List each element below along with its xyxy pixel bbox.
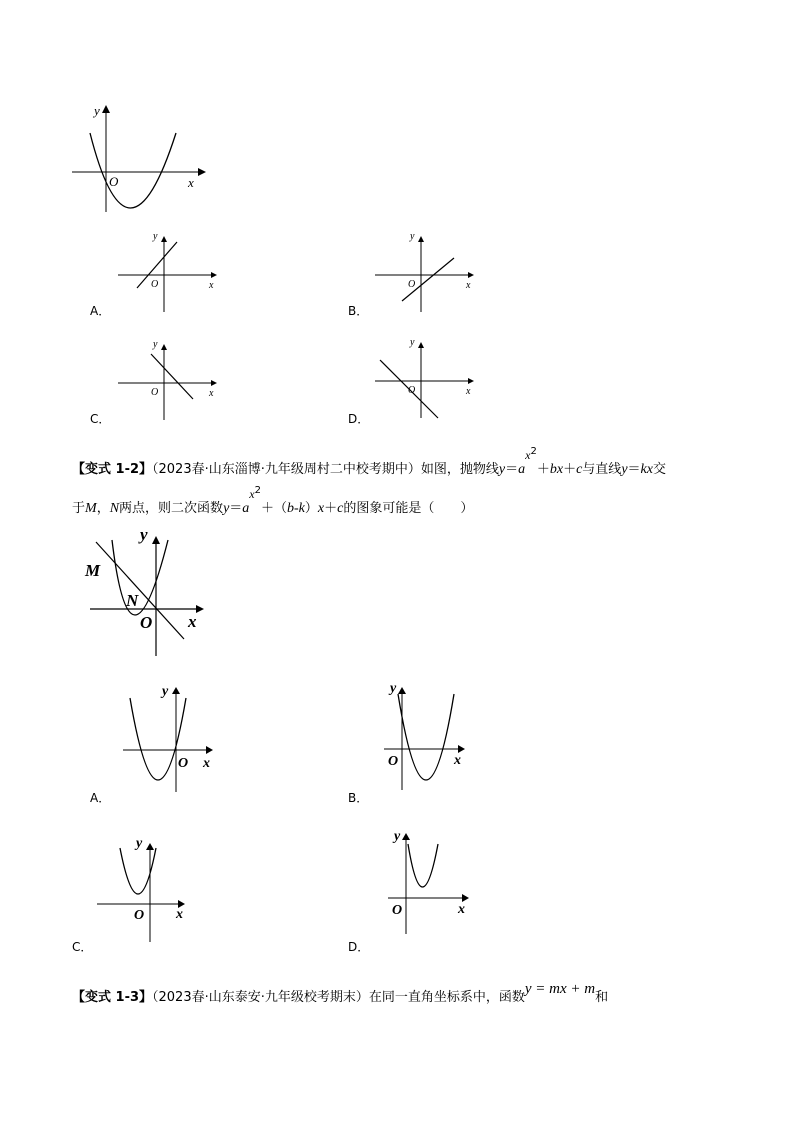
svg-text:O: O <box>134 908 145 923</box>
option-b-line-graph <box>372 228 482 318</box>
svg-text:x: x <box>454 753 461 768</box>
option-d-label[interactable]: D． <box>348 412 370 426</box>
svg-text:y: y <box>390 681 397 696</box>
y-arrow <box>102 105 110 113</box>
q12-source: （2023春·山东淄博·九年级周村二中校考期中） <box>152 462 421 477</box>
q12-option-a-graph <box>120 680 230 795</box>
svg-text:x: x <box>203 756 210 771</box>
svg-text:O: O <box>388 754 399 769</box>
svg-text:x: x <box>176 907 183 922</box>
svg-text:O: O <box>151 387 159 398</box>
option-d-line-graph <box>372 334 482 424</box>
q12-option-b-label[interactable]: B． <box>348 791 369 805</box>
svg-text:y: y <box>410 231 415 242</box>
q12-option-c-graph <box>94 830 204 945</box>
q13-source: （2023春·山东泰安·九年级校考期末） <box>152 990 369 1005</box>
q12-option-d-graph <box>382 822 492 937</box>
svg-text:O: O <box>392 903 403 918</box>
svg-text:y: y <box>162 684 169 699</box>
svg-text:y: y <box>153 339 158 350</box>
q12-option-d-label[interactable]: D． <box>348 940 370 954</box>
option-c-label[interactable]: C． <box>90 412 111 426</box>
svg-text:M: M <box>85 561 101 580</box>
origin-label: O <box>109 174 119 189</box>
y-label: y <box>94 103 100 118</box>
svg-text:N: N <box>126 591 139 610</box>
q13-line1: 【变式 1-3】（2023春·山东泰安·九年级校考期末）在同一直角坐标系中，函数y = mx + m和 <box>72 981 609 1005</box>
svg-text:x: x <box>209 388 214 399</box>
svg-text:O: O <box>408 279 416 290</box>
svg-text:O: O <box>178 756 189 771</box>
svg-text:y: y <box>153 231 158 242</box>
option-a-label[interactable]: A． <box>90 304 111 318</box>
q12-parabola-line-diagram <box>80 520 220 665</box>
q12-option-c-label[interactable]: C． <box>72 940 93 954</box>
svg-text:O: O <box>408 385 416 396</box>
svg-text:O: O <box>151 279 159 290</box>
svg-text:x: x <box>466 386 471 397</box>
svg-text:x: x <box>466 280 471 291</box>
svg-text:y: y <box>140 525 148 544</box>
q12-tag: 【变式 1-2】 <box>72 462 153 477</box>
svg-text:y: y <box>410 337 415 348</box>
option-c-line-graph <box>115 336 225 426</box>
svg-text:y: y <box>394 829 401 844</box>
q13-tag: 【变式 1-3】 <box>72 990 153 1005</box>
svg-text:x: x <box>188 612 197 631</box>
x-arrow <box>198 168 206 176</box>
q12-option-b-graph <box>378 676 488 791</box>
x-label: x <box>188 175 194 190</box>
svg-text:y: y <box>136 836 143 851</box>
q12-line1: 【变式 1-2】（2023春·山东淄博·九年级周村二中校考期中）如图，抛物线$y=a^{x2}+bx+c$与直线y＝kx交 <box>72 446 666 477</box>
q12-option-a-label[interactable]: A． <box>90 791 111 805</box>
svg-text:O: O <box>140 613 153 632</box>
top-parabola-graph <box>60 95 210 220</box>
q13-formula: y = mx + m <box>524 981 596 997</box>
option-a-line-graph <box>115 228 225 318</box>
q12-line2: 于M，N两点，则二次函数$y=a^{x2}+(b-k)x+c$的图象可能是（ ） <box>72 485 474 516</box>
parabola-curve <box>90 133 176 208</box>
svg-text:x: x <box>209 280 214 291</box>
option-b-label[interactable]: B． <box>348 304 369 318</box>
svg-text:x: x <box>458 902 465 917</box>
